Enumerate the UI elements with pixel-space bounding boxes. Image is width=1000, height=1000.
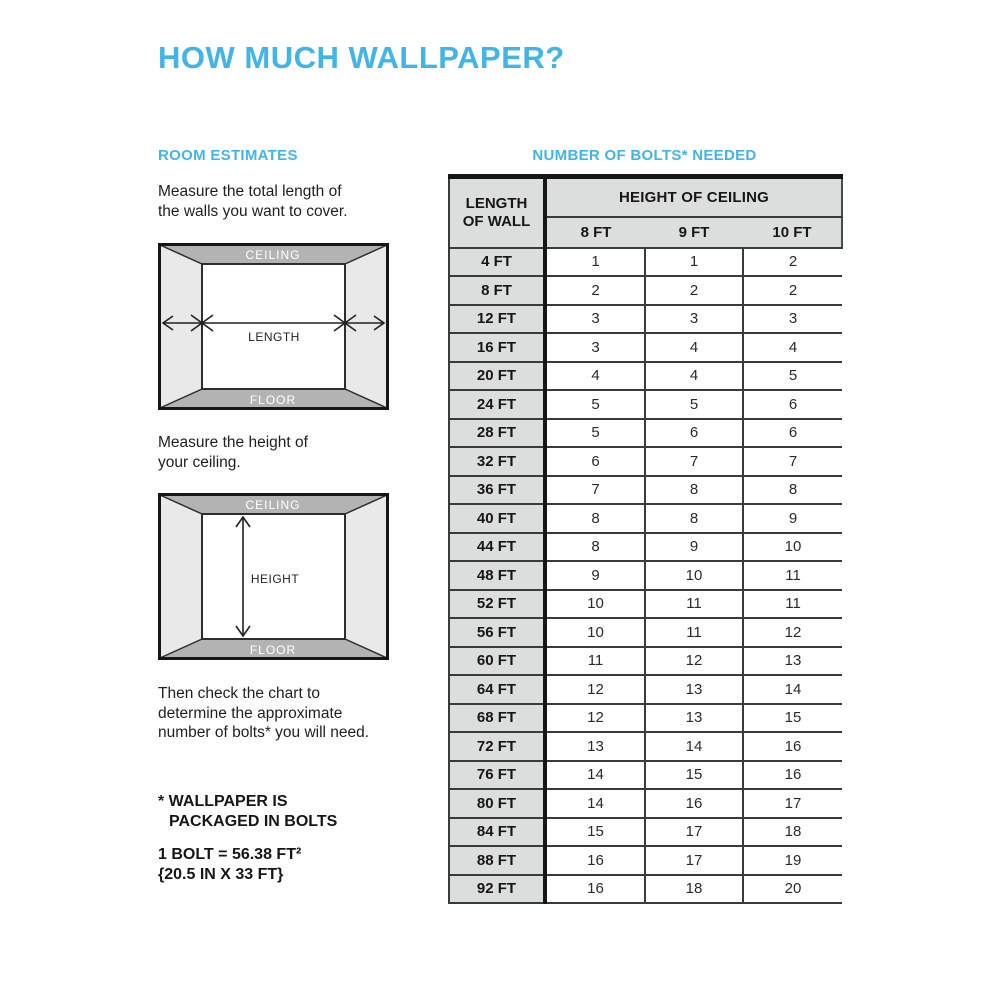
wall-length-cell: 48 FT: [449, 561, 545, 590]
bolts-cell-9ft: 11: [645, 618, 743, 647]
length-of-wall-header: [449, 177, 545, 248]
bolts-cell-9ft: 13: [645, 675, 743, 704]
bolts-cell-8ft: 7: [545, 476, 645, 505]
bolts-cell-10ft: 6: [743, 419, 842, 448]
bolts-cell-9ft: 2: [645, 276, 743, 305]
right-wall-surface: [345, 495, 387, 658]
instruction-step-3: [158, 684, 369, 743]
header-line: LENGTH: [465, 194, 528, 212]
bolts-cell-10ft: 20: [743, 875, 842, 904]
bolts-cell-9ft: 12: [645, 647, 743, 676]
table-row: [449, 447, 842, 476]
bolts-cell-9ft: 16: [645, 789, 743, 818]
bolts-cell-10ft: 14: [743, 675, 842, 704]
bolts-cell-10ft: 5: [743, 362, 842, 391]
bolts-table: [448, 174, 843, 904]
table-row: [449, 846, 842, 875]
wall-length-cell: 52 FT: [449, 590, 545, 619]
wall-length-cell: 4 FT: [449, 248, 545, 277]
bolts-cell-9ft: 17: [645, 846, 743, 875]
ceiling-label: CEILING: [245, 498, 301, 512]
wall-length-cell: 20 FT: [449, 362, 545, 391]
instruction-line: Measure the height of: [158, 434, 308, 451]
bolts-cell-10ft: 12: [743, 618, 842, 647]
wall-length-cell: 80 FT: [449, 789, 545, 818]
instruction-line: Then check the chart to: [158, 685, 320, 702]
wall-length-cell: 68 FT: [449, 704, 545, 733]
bolts-cell-10ft: 3: [743, 305, 842, 334]
bolts-cell-9ft: 13: [645, 704, 743, 733]
height-label: HEIGHT: [250, 572, 300, 586]
bolts-cell-8ft: 11: [545, 647, 645, 676]
wall-length-cell: 88 FT: [449, 846, 545, 875]
bolts-cell-8ft: 1: [545, 248, 645, 277]
wall-length-cell: 16 FT: [449, 333, 545, 362]
back-wall: [202, 264, 345, 389]
room-length-diagram: [158, 243, 389, 410]
table-row: [449, 704, 842, 733]
footnote-line: PACKAGED IN BOLTS: [169, 812, 338, 830]
bolts-cell-8ft: 6: [545, 447, 645, 476]
wall-length-cell: 92 FT: [449, 875, 545, 904]
bolts-cell-9ft: 10: [645, 561, 743, 590]
instruction-step-2: [158, 433, 308, 472]
col-header-10ft: 10 FT: [743, 217, 842, 248]
table-row: [449, 618, 842, 647]
bolts-cell-8ft: 4: [545, 362, 645, 391]
bolts-cell-9ft: 17: [645, 818, 743, 847]
bolts-cell-8ft: 3: [545, 333, 645, 362]
table-row: [449, 476, 842, 505]
bolts-cell-10ft: 9: [743, 504, 842, 533]
bolts-cell-8ft: 16: [545, 846, 645, 875]
bolts-footnote: [158, 792, 337, 831]
bolts-cell-8ft: 14: [545, 789, 645, 818]
bolts-table-section: [448, 147, 841, 904]
bolts-cell-9ft: 11: [645, 590, 743, 619]
table-row: [449, 276, 842, 305]
footnote-line: * WALLPAPER IS: [158, 793, 288, 810]
bolts-cell-9ft: 8: [645, 504, 743, 533]
bolts-cell-9ft: 14: [645, 732, 743, 761]
table-row: [449, 761, 842, 790]
bolts-cell-10ft: 8: [743, 476, 842, 505]
page-title: HOW MUCH WALLPAPER?: [158, 40, 565, 75]
instruction-line: the walls you want to cover.: [158, 202, 348, 220]
bolt-size-line: 1 BOLT = 56.38 FT²: [158, 846, 302, 863]
room-estimates-heading: ROOM ESTIMATES: [158, 147, 298, 164]
table-row: [449, 390, 842, 419]
bolts-cell-10ft: 17: [743, 789, 842, 818]
table-row: [449, 647, 842, 676]
bolts-cell-8ft: 10: [545, 590, 645, 619]
bolts-cell-9ft: 5: [645, 390, 743, 419]
bolts-cell-8ft: 10: [545, 618, 645, 647]
bolts-cell-8ft: 5: [545, 390, 645, 419]
bolts-cell-9ft: 4: [645, 362, 743, 391]
bolts-cell-9ft: 9: [645, 533, 743, 562]
floor-label: FLOOR: [249, 643, 297, 657]
wall-length-cell: 28 FT: [449, 419, 545, 448]
table-row: [449, 875, 842, 904]
wall-length-cell: 12 FT: [449, 305, 545, 334]
height-of-ceiling-header: HEIGHT OF CEILING: [545, 177, 842, 217]
instruction-line: determine the approximate: [158, 704, 343, 722]
bolts-cell-10ft: 13: [743, 647, 842, 676]
bolts-cell-8ft: 9: [545, 561, 645, 590]
bolts-cell-9ft: 8: [645, 476, 743, 505]
table-row: [449, 419, 842, 448]
bolts-cell-9ft: 18: [645, 875, 743, 904]
wall-length-cell: 64 FT: [449, 675, 545, 704]
bolts-cell-9ft: 1: [645, 248, 743, 277]
instruction-line: your ceiling.: [158, 453, 241, 471]
bolts-cell-10ft: 15: [743, 704, 842, 733]
wall-length-cell: 32 FT: [449, 447, 545, 476]
bolts-cell-8ft: 13: [545, 732, 645, 761]
table-row: [449, 590, 842, 619]
ceiling-label: CEILING: [245, 248, 301, 262]
bolts-cell-10ft: 7: [743, 447, 842, 476]
wall-length-cell: 36 FT: [449, 476, 545, 505]
bolts-cell-10ft: 18: [743, 818, 842, 847]
wall-length-cell: 8 FT: [449, 276, 545, 305]
wall-length-cell: 56 FT: [449, 618, 545, 647]
wall-length-cell: 44 FT: [449, 533, 545, 562]
bolts-cell-10ft: 19: [743, 846, 842, 875]
instruction-line: Measure the total length of: [158, 183, 342, 200]
bolts-cell-10ft: 11: [743, 590, 842, 619]
bolts-cell-9ft: 4: [645, 333, 743, 362]
room-height-diagram: [158, 493, 389, 660]
table-row: [449, 732, 842, 761]
bolts-cell-10ft: 10: [743, 533, 842, 562]
bolts-cell-10ft: 16: [743, 761, 842, 790]
bolts-cell-9ft: 15: [645, 761, 743, 790]
bolts-cell-8ft: 12: [545, 704, 645, 733]
bolts-cell-8ft: 8: [545, 533, 645, 562]
table-row: [449, 362, 842, 391]
bolts-cell-8ft: 16: [545, 875, 645, 904]
table-row: [449, 504, 842, 533]
table-caption: NUMBER OF BOLTS* NEEDED: [532, 147, 757, 164]
bolts-cell-8ft: 5: [545, 419, 645, 448]
bolts-cell-8ft: 12: [545, 675, 645, 704]
bolts-cell-8ft: 14: [545, 761, 645, 790]
bolts-cell-10ft: 16: [743, 732, 842, 761]
bolts-cell-10ft: 2: [743, 276, 842, 305]
bolts-cell-8ft: 2: [545, 276, 645, 305]
length-label: LENGTH: [248, 330, 300, 344]
header-line: OF WALL: [462, 212, 531, 230]
wall-length-cell: 72 FT: [449, 732, 545, 761]
col-header-8ft: 8 FT: [545, 217, 645, 248]
bolts-cell-9ft: 7: [645, 447, 743, 476]
table-row: [449, 333, 842, 362]
wall-length-cell: 40 FT: [449, 504, 545, 533]
table-row: [449, 533, 842, 562]
left-wall-surface: [160, 495, 202, 658]
instruction-step-1: [158, 182, 348, 221]
wall-length-cell: 60 FT: [449, 647, 545, 676]
table-row: [449, 305, 842, 334]
table-row: [449, 675, 842, 704]
bolts-cell-8ft: 3: [545, 305, 645, 334]
table-row: [449, 789, 842, 818]
wall-length-cell: 84 FT: [449, 818, 545, 847]
bolts-cell-10ft: 6: [743, 390, 842, 419]
bolts-cell-10ft: 2: [743, 248, 842, 277]
bolts-cell-9ft: 3: [645, 305, 743, 334]
bolts-cell-10ft: 11: [743, 561, 842, 590]
table-row: [449, 248, 842, 277]
bolts-cell-8ft: 8: [545, 504, 645, 533]
bolts-cell-9ft: 6: [645, 419, 743, 448]
wall-length-cell: 24 FT: [449, 390, 545, 419]
table-row: [449, 818, 842, 847]
left-wall-surface: [160, 245, 202, 408]
wall-length-cell: 76 FT: [449, 761, 545, 790]
bolts-table-body: [449, 248, 842, 904]
right-wall-surface: [345, 245, 387, 408]
bolt-size-info: [158, 845, 301, 885]
instruction-line: number of bolts* you will need.: [158, 724, 370, 741]
table-row: [449, 561, 842, 590]
floor-label: FLOOR: [249, 393, 297, 407]
col-header-9ft: 9 FT: [645, 217, 743, 248]
bolts-cell-10ft: 4: [743, 333, 842, 362]
bolt-size-line: {20.5 IN X 33 FT}: [158, 866, 284, 883]
bolts-cell-8ft: 15: [545, 818, 645, 847]
